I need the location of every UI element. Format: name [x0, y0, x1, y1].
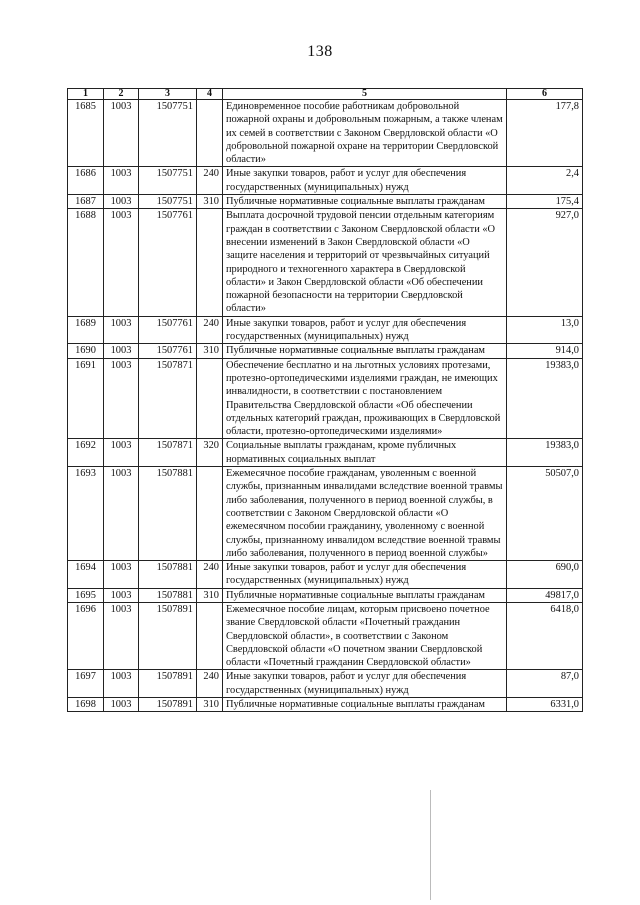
- section-code-cell: 1003: [104, 670, 139, 698]
- item-name-cell: Ежемесячное пособие гражданам, уволенным с военной службы, признанным инвалидами вследствие военной травмы либо заболевания, полученного в период военной службы, в соответствии с Законом Свердловской области «О ежемесячном пособии гражданину, уволенному с военной службы, признанному инвалидом вследствие военной травмы либо заболевания, полученного в период военной службы»: [223, 467, 507, 561]
- amount-cell: 87,0: [507, 670, 583, 698]
- row-number-cell: 1691: [68, 358, 104, 439]
- expense-type-code-cell: [197, 602, 223, 669]
- row-number-cell: 1696: [68, 602, 104, 669]
- amount-cell: 6418,0: [507, 602, 583, 669]
- table-row: [68, 358, 583, 439]
- row-number-cell: 1695: [68, 588, 104, 602]
- expense-type-code-cell: [197, 358, 223, 439]
- header-col-5: 5: [223, 89, 507, 100]
- table-row: [68, 588, 583, 602]
- amount-cell: 49817,0: [507, 588, 583, 602]
- table-row: [68, 100, 583, 167]
- section-code-cell: 1003: [104, 316, 139, 344]
- row-number-cell: 1686: [68, 167, 104, 195]
- amount-cell: 175,4: [507, 195, 583, 209]
- item-name-cell: Публичные нормативные социальные выплаты гражданам: [223, 588, 507, 602]
- section-code-cell: 1003: [104, 167, 139, 195]
- header-col-2: 2: [104, 89, 139, 100]
- section-code-cell: 1003: [104, 602, 139, 669]
- item-name-cell: Иные закупки товаров, работ и услуг для обеспечения государственных (муниципальных) нужд: [223, 670, 507, 698]
- expense-type-code-cell: 310: [197, 698, 223, 712]
- table-row: [68, 670, 583, 698]
- header-col-6: 6: [507, 89, 583, 100]
- table-row: [68, 209, 583, 316]
- table-row: [68, 467, 583, 561]
- expense-type-code-cell: 310: [197, 344, 223, 358]
- item-name-cell: Иные закупки товаров, работ и услуг для обеспечения государственных (муниципальных) нужд: [223, 561, 507, 589]
- article-code-cell: 1507871: [139, 439, 197, 467]
- header-col-4: 4: [197, 89, 223, 100]
- table-header-row: [68, 89, 583, 100]
- amount-cell: 177,8: [507, 100, 583, 167]
- amount-cell: 2,4: [507, 167, 583, 195]
- section-code-cell: 1003: [104, 358, 139, 439]
- section-code-cell: 1003: [104, 344, 139, 358]
- header-col-1: 1: [68, 89, 104, 100]
- article-code-cell: 1507891: [139, 670, 197, 698]
- expense-type-code-cell: [197, 100, 223, 167]
- expense-type-code-cell: 320: [197, 439, 223, 467]
- table-row: [68, 167, 583, 195]
- row-number-cell: 1685: [68, 100, 104, 167]
- section-code-cell: 1003: [104, 209, 139, 316]
- item-name-cell: Обеспечение бесплатно и на льготных условиях протезами, протезно-ортопедическими изделиями граждан, не имеющих инвалидности, в соответствии с постановлением Правительства Свердловской области «Об обеспечении отдельных категорий граждан, проживающих в Свердловской области, протезно-ортопедическими изделиями»: [223, 358, 507, 439]
- expense-type-code-cell: 240: [197, 316, 223, 344]
- amount-cell: 690,0: [507, 561, 583, 589]
- table-row: [68, 316, 583, 344]
- section-code-cell: 1003: [104, 100, 139, 167]
- page-number: 138: [307, 43, 333, 60]
- row-number-cell: 1687: [68, 195, 104, 209]
- article-code-cell: 1507751: [139, 167, 197, 195]
- article-code-cell: 1507761: [139, 316, 197, 344]
- item-name-cell: Ежемесячное пособие лицам, которым присвоено почетное звание Свердловской области «Почетный гражданин Свердловской области», в соответствии с Законом Свердловской области «О почетном звании Свердловской области «Почетный гражданин Свердловской области»: [223, 602, 507, 669]
- item-name-cell: Публичные нормативные социальные выплаты гражданам: [223, 698, 507, 712]
- table-row: [68, 698, 583, 712]
- expense-type-code-cell: [197, 467, 223, 561]
- expense-type-code-cell: 310: [197, 195, 223, 209]
- amount-cell: 50507,0: [507, 467, 583, 561]
- table-row: [68, 344, 583, 358]
- budget-table: [67, 88, 583, 712]
- item-name-cell: Публичные нормативные социальные выплаты гражданам: [223, 344, 507, 358]
- section-code-cell: 1003: [104, 698, 139, 712]
- scan-mark-line: [430, 790, 431, 900]
- article-code-cell: 1507871: [139, 358, 197, 439]
- row-number-cell: 1692: [68, 439, 104, 467]
- item-name-cell: Социальные выплаты гражданам, кроме публичных нормативных социальных выплат: [223, 439, 507, 467]
- item-name-cell: Иные закупки товаров, работ и услуг для обеспечения государственных (муниципальных) нужд: [223, 167, 507, 195]
- row-number-cell: 1688: [68, 209, 104, 316]
- table-row: [68, 439, 583, 467]
- article-code-cell: 1507881: [139, 467, 197, 561]
- article-code-cell: 1507881: [139, 588, 197, 602]
- item-name-cell: Выплата досрочной трудовой пенсии отдельным категориям граждан в соответствии с Законом Свердловской области «О внесении изменений в Закон Свердловской области «О защите населения и территорий от чрезвычайных ситуаций природного и техногенного характера в Свердловской области» и Закон Свердловской области «Об обеспечении пожарной безопасности на территории Свердловской области»: [223, 209, 507, 316]
- article-code-cell: 1507891: [139, 602, 197, 669]
- article-code-cell: 1507891: [139, 698, 197, 712]
- expense-type-code-cell: [197, 209, 223, 316]
- row-number-cell: 1690: [68, 344, 104, 358]
- row-number-cell: 1694: [68, 561, 104, 589]
- amount-cell: 19383,0: [507, 358, 583, 439]
- item-name-cell: Публичные нормативные социальные выплаты гражданам: [223, 195, 507, 209]
- expense-type-code-cell: 240: [197, 561, 223, 589]
- amount-cell: 13,0: [507, 316, 583, 344]
- table-body: [68, 100, 583, 712]
- table-row: [68, 561, 583, 589]
- amount-cell: 6331,0: [507, 698, 583, 712]
- row-number-cell: 1697: [68, 670, 104, 698]
- section-code-cell: 1003: [104, 439, 139, 467]
- article-code-cell: 1507881: [139, 561, 197, 589]
- row-number-cell: 1698: [68, 698, 104, 712]
- article-code-cell: 1507751: [139, 100, 197, 167]
- amount-cell: 914,0: [507, 344, 583, 358]
- article-code-cell: 1507751: [139, 195, 197, 209]
- section-code-cell: 1003: [104, 561, 139, 589]
- row-number-cell: 1693: [68, 467, 104, 561]
- table-row: [68, 195, 583, 209]
- expense-type-code-cell: 310: [197, 588, 223, 602]
- section-code-cell: 1003: [104, 195, 139, 209]
- expense-type-code-cell: 240: [197, 167, 223, 195]
- article-code-cell: 1507761: [139, 209, 197, 316]
- section-code-cell: 1003: [104, 467, 139, 561]
- item-name-cell: Единовременное пособие работникам добровольной пожарной охраны и добровольным пожарным, а также членам их семей в соответствии с Законом Свердловской области «О добровольной пожарной охране на территории Свердловской области»: [223, 100, 507, 167]
- table-row: [68, 602, 583, 669]
- row-number-cell: 1689: [68, 316, 104, 344]
- section-code-cell: 1003: [104, 588, 139, 602]
- article-code-cell: 1507761: [139, 344, 197, 358]
- amount-cell: 927,0: [507, 209, 583, 316]
- header-col-3: 3: [139, 89, 197, 100]
- amount-cell: 19383,0: [507, 439, 583, 467]
- expense-type-code-cell: 240: [197, 670, 223, 698]
- item-name-cell: Иные закупки товаров, работ и услуг для обеспечения государственных (муниципальных) нужд: [223, 316, 507, 344]
